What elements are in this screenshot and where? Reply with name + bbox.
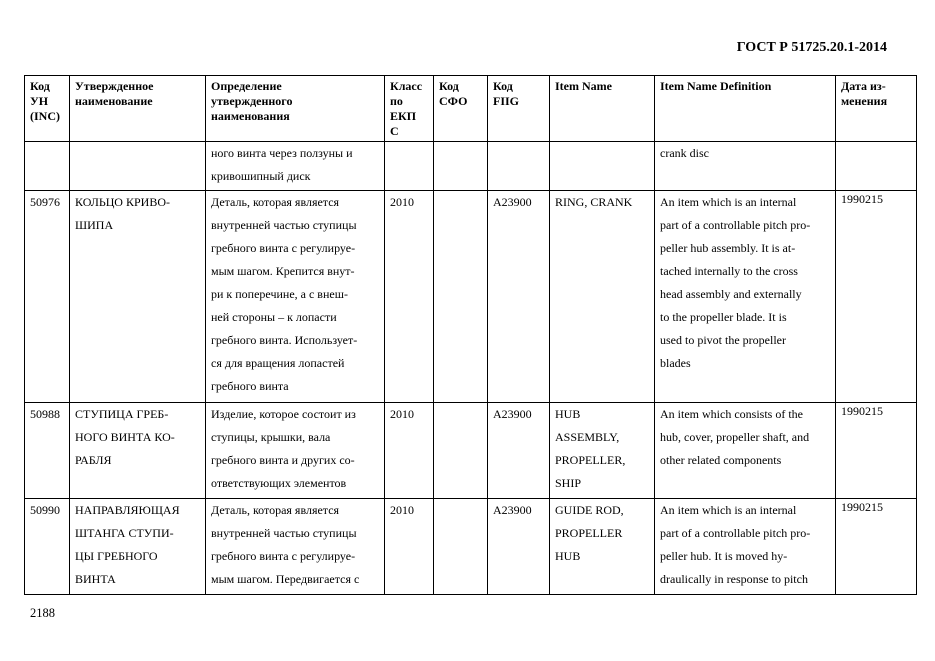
cell-class: 2010 xyxy=(385,499,434,595)
table-row xyxy=(25,191,917,403)
header-inc-code: Код УН (INC) xyxy=(25,76,70,142)
table-row xyxy=(25,403,917,499)
cell-code: 50988 xyxy=(25,403,70,499)
header-fiig-code: Код FIIG xyxy=(488,76,550,142)
cell-definition: Изделие, которое состоит из ступицы, крышки, вала гребного винта и других со- ответствующих элементов xyxy=(206,403,385,499)
header-change-date: Дата из- менения xyxy=(836,76,917,142)
header-definition: Определение утвержденного наименования xyxy=(206,76,385,142)
cell-class xyxy=(385,142,434,191)
cell-fiig xyxy=(488,142,550,191)
cell-item-name: RING, CRANK xyxy=(550,191,655,403)
cell-sfo xyxy=(434,142,488,191)
cell-sfo xyxy=(434,403,488,499)
cell-item-name xyxy=(550,142,655,191)
cell-date xyxy=(836,142,917,191)
cell-sfo xyxy=(434,499,488,595)
table-header-row xyxy=(25,76,917,142)
cell-definition: Деталь, которая является внутренней частью ступицы гребного винта с регулируе- мым шагом. Крепится внут- ри к поперечине, а с внеш- ней стороны – к лопасти гребного винта. Использует- ся для вращения лопастей гребного винта xyxy=(206,191,385,403)
cell-fiig: A23900 xyxy=(488,191,550,403)
cell-code xyxy=(25,142,70,191)
cell-code: 50976 xyxy=(25,191,70,403)
header-item-name-definition: Item Name Definition xyxy=(655,76,836,142)
cell-item-definition: crank disc xyxy=(655,142,836,191)
table-row xyxy=(25,499,917,595)
header-class: Класс по ЕКП С xyxy=(385,76,434,142)
cell-name: СТУПИЦА ГРЕБ- НОГО ВИНТА КО- РАБЛЯ xyxy=(70,403,206,499)
cell-date: 1990215 xyxy=(836,499,917,595)
cell-date: 1990215 xyxy=(836,403,917,499)
document-standard-title: ГОСТ Р 51725.20.1-2014 xyxy=(736,40,887,55)
cell-item-definition: An item which is an internal part of a controllable pitch pro- peller hub assembly. It is at- tached internally to the cross head assembly and externally to the propeller blade. It is used to pivot the propeller blades xyxy=(655,191,836,403)
cell-fiig: A23900 xyxy=(488,403,550,499)
header-approved-name: Утвержденное наименование xyxy=(70,76,206,142)
cell-name: НАПРАВЛЯЮЩАЯ ШТАНГА СТУПИ- ЦЫ ГРЕБНОГО ВИНТА xyxy=(70,499,206,595)
cell-fiig: A23900 xyxy=(488,499,550,595)
cell-item-definition: An item which consists of the hub, cover, propeller shaft, and other related components xyxy=(655,403,836,499)
table-row-continuation xyxy=(25,142,917,191)
header-item-name: Item Name xyxy=(550,76,655,142)
cell-definition: ного винта через ползуны и кривошипный диск xyxy=(206,142,385,191)
cell-item-name: HUB ASSEMBLY, PROPELLER, SHIP xyxy=(550,403,655,499)
cell-name xyxy=(70,142,206,191)
cell-definition: Деталь, которая является внутренней частью ступицы гребного винта с регулируе- мым шагом. Передвигается с xyxy=(206,499,385,595)
cell-date: 1990215 xyxy=(836,191,917,403)
cell-code: 50990 xyxy=(25,499,70,595)
page-number: 2188 xyxy=(30,606,55,620)
cell-name: КОЛЬЦО КРИВО- ШИПА xyxy=(70,191,206,403)
cell-sfo xyxy=(434,191,488,403)
cell-class: 2010 xyxy=(385,191,434,403)
cell-item-definition: An item which is an internal part of a controllable pitch pro- peller hub. It is moved hy- draulically in response to pitch xyxy=(655,499,836,595)
classification-table xyxy=(24,75,917,595)
header-sfo-code: Код СФО xyxy=(434,76,488,142)
cell-class: 2010 xyxy=(385,403,434,499)
cell-item-name: GUIDE ROD, PROPELLER HUB xyxy=(550,499,655,595)
